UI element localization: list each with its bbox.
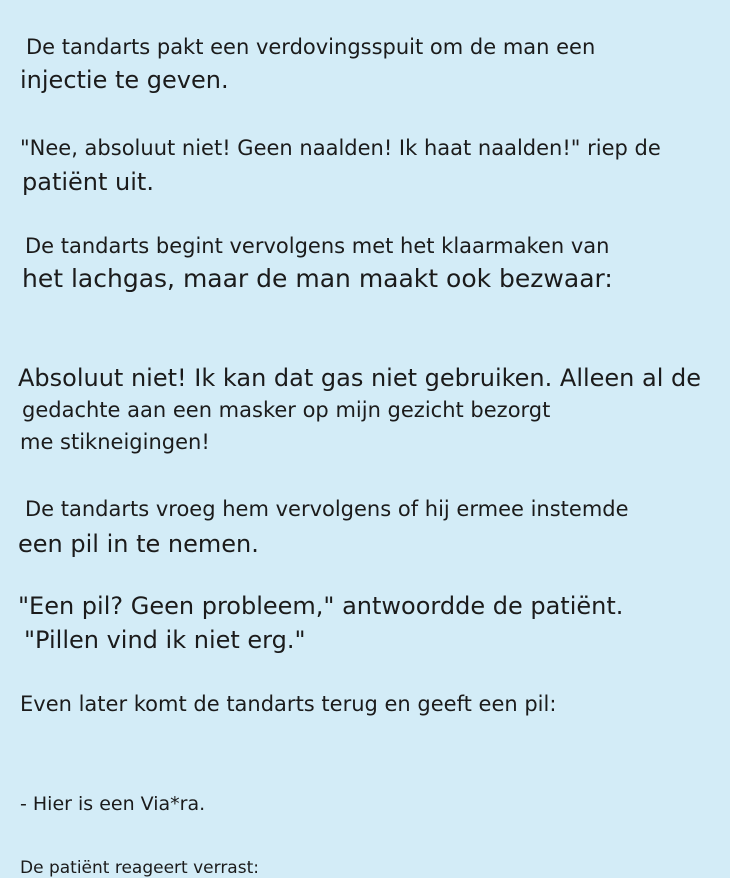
story-line: De tandarts vroeg hem vervolgens of hij ermee instemde xyxy=(25,497,629,521)
story-line: De tandarts begint vervolgens met het klaarmaken van xyxy=(25,234,610,258)
story-line: "Een pil? Geen probleem," antwoordde de patiënt. xyxy=(18,592,624,620)
story-line: gedachte aan een masker op mijn gezicht bezorgt xyxy=(22,398,551,422)
story-line: me stikneigingen! xyxy=(20,430,210,454)
story-line: "Nee, absoluut niet! Geen naalden! Ik haat naalden!" riep de xyxy=(20,136,661,160)
story-line: Even later komt de tandarts terug en geeft een pil: xyxy=(20,692,557,716)
story-line: De patiënt reageert verrast: xyxy=(20,858,259,878)
story-line: "Pillen vind ik niet erg." xyxy=(24,626,306,654)
story-line: een pil in te nemen. xyxy=(18,530,259,558)
story-line: Absoluut niet! Ik kan dat gas niet gebruiken. Alleen al de xyxy=(18,364,702,392)
story-line: patiënt uit. xyxy=(22,168,154,196)
story-line: - Hier is een Via*ra. xyxy=(20,793,206,815)
story-line: het lachgas, maar de man maakt ook bezwaar: xyxy=(22,264,613,293)
story-line: De tandarts pakt een verdovingsspuit om de man een xyxy=(26,35,596,59)
story-line: injectie te geven. xyxy=(20,66,229,94)
